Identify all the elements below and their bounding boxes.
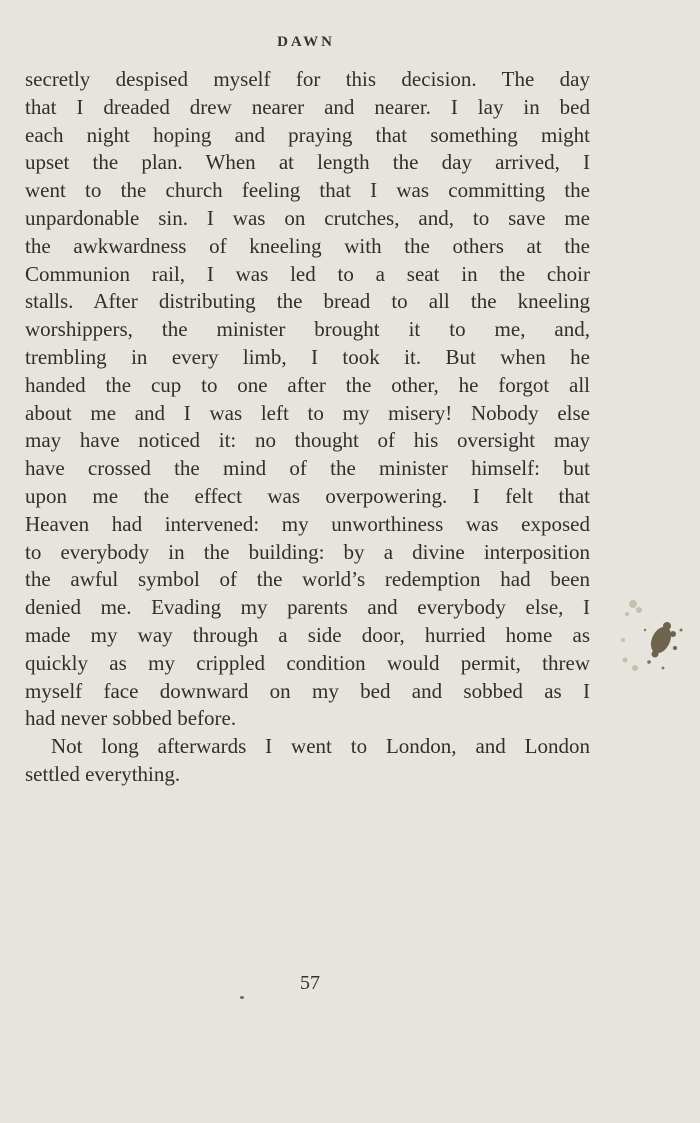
text-line: myself face downward on my bed and sobbed as I	[25, 678, 590, 703]
text-line: quickly as my crippled condition would permit, threw	[25, 650, 590, 675]
text-line: made my way through a side door, hurried home as	[25, 622, 590, 647]
text-line: upon me the effect was overpowering. I felt that	[25, 483, 590, 508]
text-line: may have noticed it: no thought of his oversight may	[25, 428, 590, 453]
text-line: the awful symbol of the world’s redemption had been	[25, 567, 590, 592]
text-line: trembling in every limb, I took it. But when he	[25, 344, 590, 369]
paper-stain	[615, 590, 695, 700]
paragraph-end-line: settled everything.	[25, 761, 181, 786]
paragraph-first-line: Not long afterwards I went to London, and London	[51, 734, 590, 759]
text-line: denied me. Evading my parents and everybody else, I	[25, 595, 590, 620]
page-number: 57	[300, 972, 320, 994]
text-line: went to the church feeling that I was committing the	[25, 178, 590, 203]
paragraph-end-line: had never sobbed before.	[25, 706, 237, 731]
body-text	[25, 66, 590, 789]
text-line: unpardonable sin. I was on crutches, and, to save me	[25, 205, 590, 230]
text-line: that I dreaded drew nearer and nearer. I lay in bed	[25, 94, 590, 119]
text-line: Heaven had intervened: my unworthiness was exposed	[25, 511, 590, 536]
text-line: about me and I was left to my misery! Nobody else	[25, 400, 590, 425]
text-line: stalls. After distributing the bread to all the kneeling	[25, 289, 590, 314]
text-line: secretly despised myself for this decision. The day	[25, 67, 590, 91]
text-line: to everybody in the building: by a divine interposition	[25, 539, 590, 564]
text-line: each night hoping and praying that something might	[25, 122, 590, 147]
running-head: DAWN	[277, 34, 335, 50]
text-line: the awkwardness of kneeling with the others at the	[25, 233, 590, 258]
paper-speck	[240, 996, 244, 999]
text-line: Communion rail, I was led to a seat in the choir	[25, 261, 590, 286]
text-line: worshippers, the minister brought it to me, and,	[25, 317, 590, 342]
text-line: handed the cup to one after the other, he forgot all	[25, 372, 590, 397]
text-line: have crossed the mind of the minister himself: but	[25, 456, 590, 481]
text-line: upset the plan. When at length the day arrived, I	[25, 150, 590, 175]
